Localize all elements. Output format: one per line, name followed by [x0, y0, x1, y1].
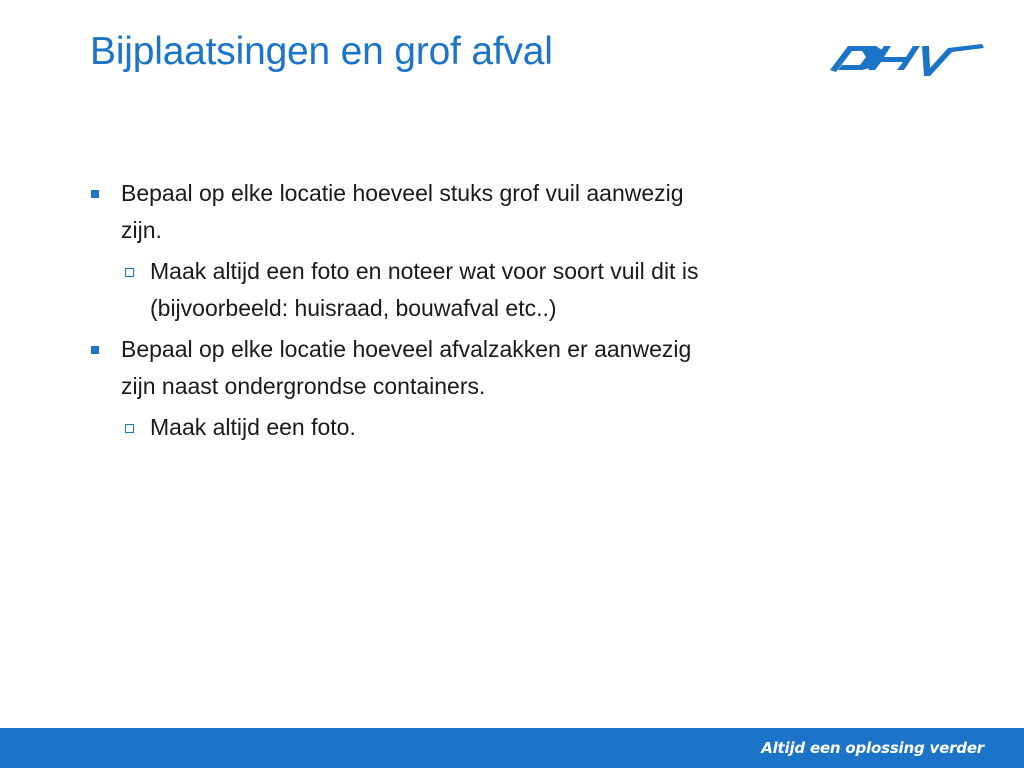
bullet-text: Bepaal op elke locatie hoeveel stuks grof vuil aanwezig zijn. — [121, 180, 684, 243]
sub-bullet-item-1 — [90, 253, 730, 327]
square-bullet-icon — [91, 346, 99, 354]
footer-tagline: Altijd een oplossing verder — [761, 739, 984, 757]
hollow-square-bullet-icon — [125, 268, 134, 277]
bullet-item-2 — [90, 331, 730, 405]
bullet-list — [90, 175, 730, 450]
sub-bullet-text: Maak altijd een foto en noteer wat voor soort vuil dit is (bijvoorbeeld: huisraad, bouwafval etc..) — [150, 258, 699, 321]
dhv-logo — [826, 40, 986, 90]
square-bullet-icon — [91, 190, 99, 198]
sub-bullet-text: Maak altijd een foto. — [150, 414, 356, 440]
footer-bar — [0, 728, 1024, 768]
bullet-item-1 — [90, 175, 730, 249]
sub-bullet-item-2 — [90, 409, 730, 446]
hollow-square-bullet-icon — [125, 424, 134, 433]
slide-title: Bijplaatsingen en grof afval — [90, 30, 553, 73]
bullet-text: Bepaal op elke locatie hoeveel afvalzakken er aanwezig zijn naast ondergrondse containers. — [121, 336, 692, 399]
